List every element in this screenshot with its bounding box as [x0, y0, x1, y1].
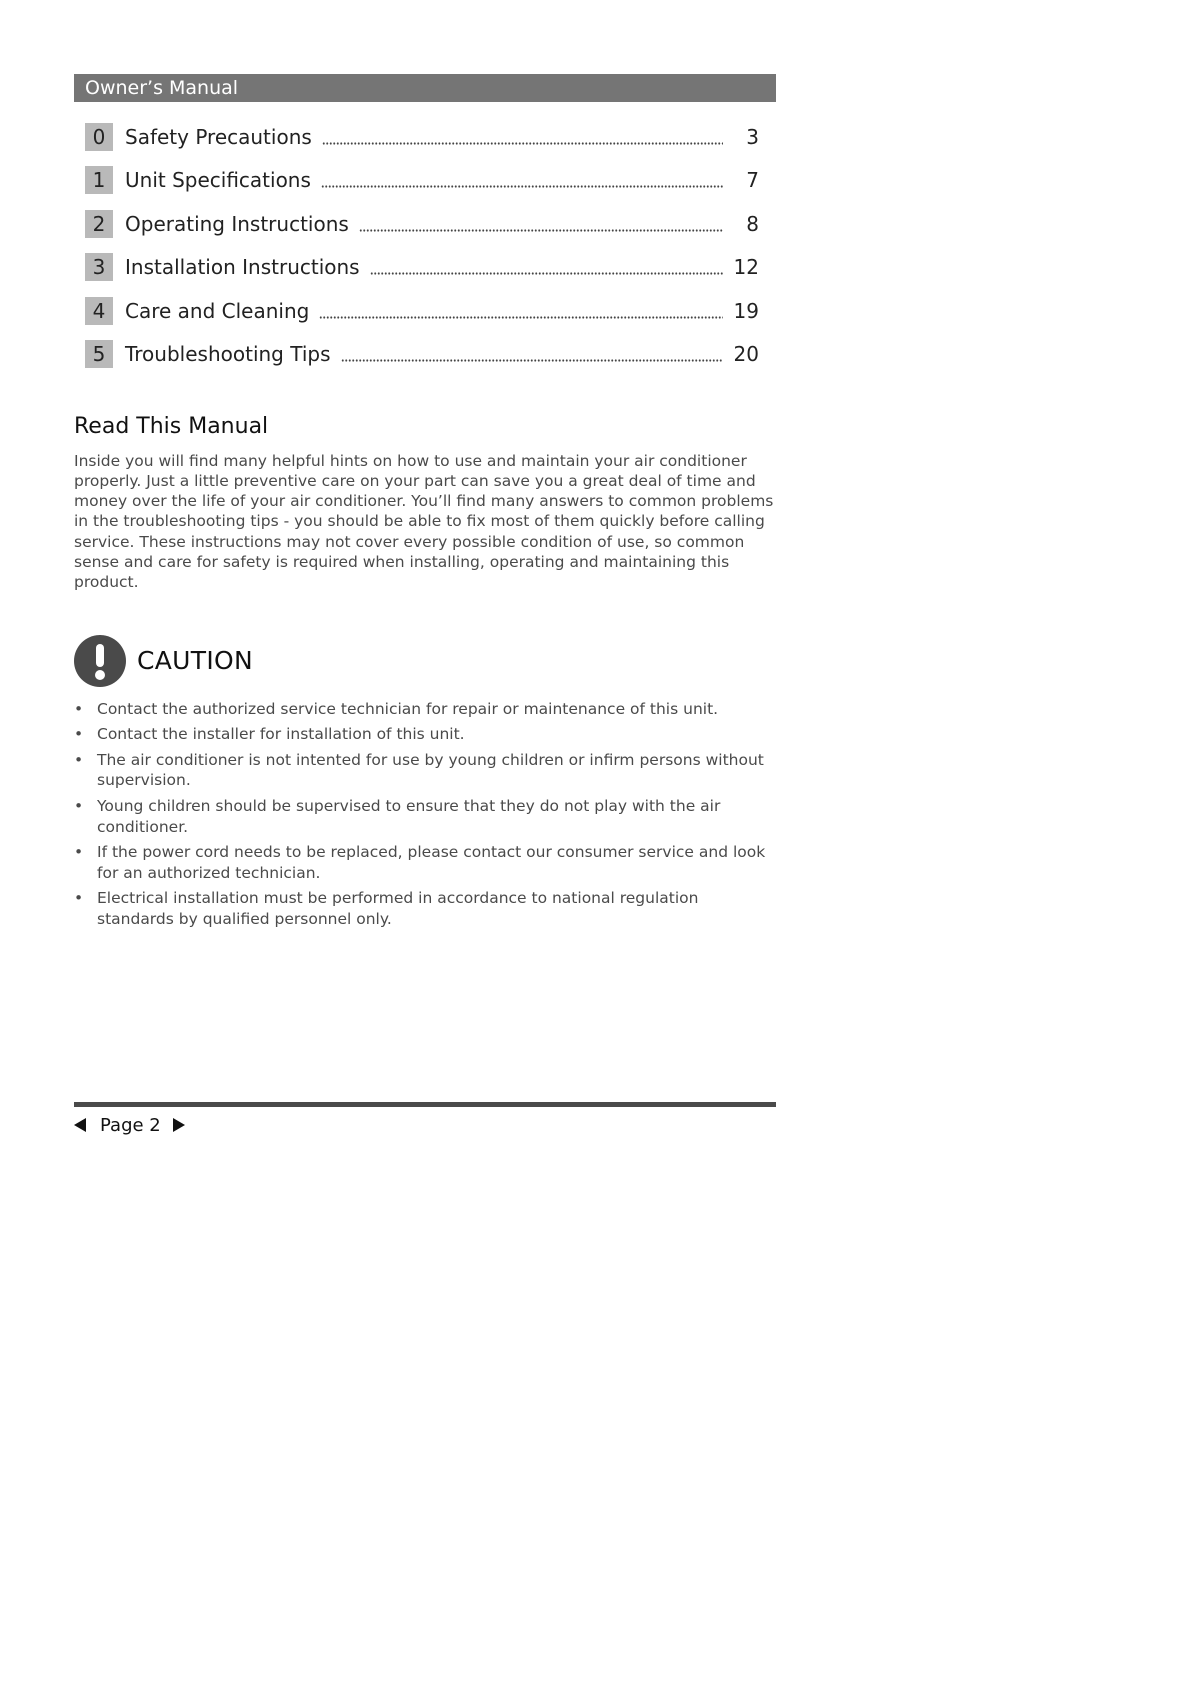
toc-item-care-and-cleaning[interactable] — [74, 296, 776, 325]
toc-leader-dots — [321, 182, 723, 188]
toc-title: Operating Instructions — [125, 211, 349, 236]
toc-number: 5 — [85, 340, 113, 368]
toc-page-number: 20 — [733, 342, 759, 366]
caution-item: • Contact the authorized service technician for repair or maintenance of this unit. — [74, 699, 776, 719]
toc-leader-dots — [319, 313, 723, 319]
toc-page-number: 7 — [746, 168, 759, 192]
toc-title: Unit Specifications — [125, 168, 311, 192]
caution-item: • If the power cord needs to be replaced, please contact our consumer service and look for an authorized technician. — [74, 842, 776, 883]
caution-item: • Contact the installer for installation of this unit. — [74, 724, 776, 744]
caution-header — [74, 635, 776, 687]
toc-item-installation-instructions[interactable] — [74, 253, 776, 282]
toc-leader-dots — [370, 269, 723, 275]
read-manual-body: Inside you will find many helpful hints on how to use and maintain your air conditioner properly. Just a little preventive care on your part can save you a great deal of time and money over the life of your air conditioner. You’ll find many answers to common problems in the troubleshooting tips - you should be able to fix most of them quickly before calling service. These instructions may not cover every possible condition of use, so common sense and care for safety is required when installing, operating and maintaining this product. — [74, 451, 774, 592]
toc-number: 4 — [85, 297, 113, 325]
toc-number: 2 — [85, 210, 113, 238]
toc-item-operating-instructions[interactable] — [74, 209, 776, 238]
toc-leader-dots — [322, 139, 723, 145]
toc-title: Care and Cleaning — [125, 298, 310, 323]
toc-number: 0 — [85, 123, 113, 151]
toc-page-number: 8 — [746, 211, 759, 236]
toc-item-unit-specifications[interactable] — [74, 166, 776, 195]
caution-item: • The air conditioner is not intented for use by young children or infirm persons without supervision. — [74, 750, 776, 791]
read-manual-heading: Read This Manual — [74, 413, 269, 439]
toc-page-number: 12 — [733, 255, 759, 279]
table-of-contents — [74, 122, 776, 369]
caution-list — [74, 699, 776, 929]
toc-item-troubleshooting-tips[interactable] — [74, 340, 776, 369]
page-navigation — [74, 1113, 185, 1137]
toc-page-number: 3 — [746, 124, 759, 149]
manual-page — [74, 74, 776, 935]
caution-item: • Young children should be supervised to ensure that they do not play with the air conditioner. — [74, 796, 776, 837]
toc-number: 1 — [85, 166, 113, 194]
toc-title: Installation Instructions — [125, 255, 360, 279]
page-number-label: Page 2 — [100, 1114, 161, 1136]
toc-number: 3 — [85, 253, 113, 281]
toc-title: Safety Precautions — [125, 124, 312, 149]
next-page-icon[interactable] — [173, 1118, 185, 1132]
exclamation-icon — [74, 635, 126, 687]
toc-leader-dots — [341, 356, 724, 362]
caution-title: CAUTION — [137, 646, 253, 676]
header-title: Owner’s Manual — [85, 77, 239, 99]
previous-page-icon[interactable] — [74, 1118, 86, 1132]
footer-divider — [74, 1102, 776, 1107]
toc-item-safety-precautions[interactable] — [74, 122, 776, 151]
toc-title: Troubleshooting Tips — [125, 342, 331, 366]
header-bar — [74, 74, 776, 102]
caution-item: • Electrical installation must be performed in accordance to national regulation standards by qualified personnel only. — [74, 888, 776, 929]
toc-page-number: 19 — [733, 298, 759, 323]
toc-leader-dots — [359, 226, 723, 232]
